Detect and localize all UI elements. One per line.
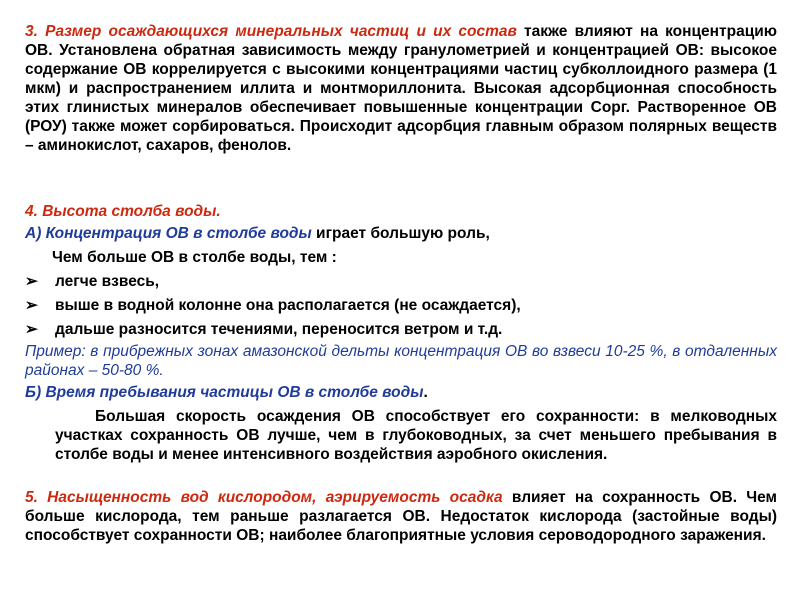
paragraph-4-title: 4. Высота столба воды. bbox=[25, 203, 221, 220]
paragraph-3 bbox=[25, 22, 777, 155]
paragraph-5-title: 5. Насыщенность вод кислородом, аэрируемость осадка bbox=[25, 489, 503, 506]
paragraph-3-title: 3. Размер осаждающихся минеральных частиц и их состав bbox=[25, 23, 517, 40]
slide: 3. Размер осаждающихся минеральных частиц и их состав также влияют на концентрацию ОВ. Установлена обратная зависимость между гранулометрией и концентрацией ОВ: высокое содержание ОВ коррелируется с высокими концентрациями частиц субколлоидного размера (1 мкм) и распространением иллита и монтмориллонита. Высокая адсорбционная способность этих глинистых минералов обеспечивает повышенные концентрации Сорг. Растворенное ОВ (РОУ) также может сорбироваться. Происходит адсорбция главным образом полярных веществ – аминокислот, сахаров, фенолов. 4. Высота столба воды. А) Концентрация ОВ в столбе воды играет большую роль, Чем больше ОВ в столбе воды, тем : ➢ легче взвесь, ➢ выше в водной колонне она располагается (не осаждается), ➢ дальше разносится течениями, переносится ветром и т.д. Пример: в прибрежных зонах амазонской дельты концентрация ОВ во взвеси 10-25 %, в отдаленных районах – 50-80 %. Б) Время пребывания частицы ОВ в столбе воды. Большая скорость осаждения ОВ способствует его сохранности: в мелководных участках сохранность ОВ лучше, чем в глубоководных, за счет меньшего пребывания в столбе воды и менее интенсивного воздействия аэробного окисления. 5. Насыщенность вод кислородом, аэрируемость осадка влияет на сохранность ОВ. Чем больше кислорода, тем раньше разлагается ОВ. Недостаток кислорода (застойные воды) способствует сохранности ОВ; наиболее благоприятные условия сероводородного заражения. bbox=[25, 23, 778, 544]
section-b-heading: Б) Время пребывания частицы ОВ в столбе воды. bbox=[25, 384, 428, 401]
paragraph-3-body: также влияют на концентрацию ОВ. Установлена обратная зависимость между гранулометрией и концентрацией ОВ: высокое содержание ОВ коррелируется с высокими концентрациями частиц субколлоидного размера (1 мкм) и распространением иллита и монтмориллонита. Высокая адсорбционная способность этих глинистых минералов обеспечивает повышенные концентрации Сорг. Растворенное ОВ (РОУ) также может сорбироваться. Происходит адсорбция главным образом полярных веществ – аминокислот, сахаров, фенолов. bbox=[25, 23, 777, 154]
arrow-bullet-icon: ➢ bbox=[25, 273, 38, 290]
section-a-label: А) Концентрация ОВ в столбе воды bbox=[25, 225, 312, 242]
section-b-title: Б) Время пребывания частицы ОВ в столбе воды bbox=[25, 384, 424, 401]
section-a-intro: Чем больше ОВ в столбе воды, тем : bbox=[52, 249, 337, 266]
section-a-rest: играет большую роль, bbox=[311, 225, 490, 242]
example-paragraph: Пример: в прибрежных зонах амазонской дельты концентрация ОВ во взвеси 10-25 %, в отдаленных районах – 50-80 %. bbox=[25, 343, 777, 379]
paragraph-5 bbox=[25, 488, 777, 545]
section-a-heading bbox=[25, 224, 777, 243]
paragraph-5-body: влияет на сохранность ОВ. Чем больше кислорода, тем раньше разлагается ОВ. Недостаток кислорода (застойные воды) способствует сохранности ОВ; наиболее благоприятные условия сероводородного заражения. bbox=[25, 489, 778, 544]
section-b-body: Большая скорость осаждения ОВ способствует его сохранности: в мелководных участках сохранность ОВ лучше, чем в глубоководных, за счет меньшего пребывания в столбе воды и менее интенсивного воздействия аэробного окисления. bbox=[55, 408, 777, 463]
arrow-bullet-icon: ➢ bbox=[25, 297, 38, 314]
arrow-bullet-icon: ➢ bbox=[25, 321, 38, 338]
